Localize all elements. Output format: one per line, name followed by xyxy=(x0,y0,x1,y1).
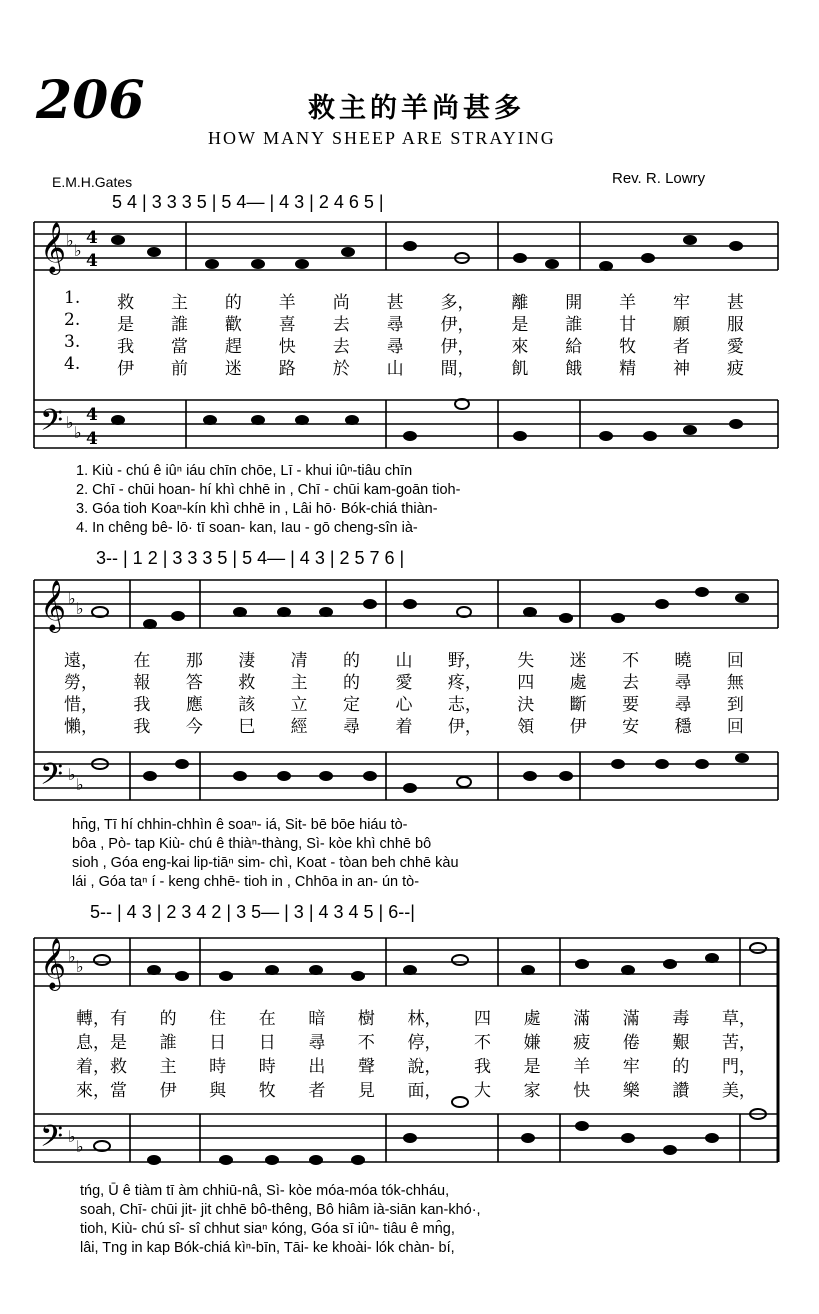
svg-text:♭: ♭ xyxy=(68,1127,76,1146)
lyric-syllable: 志， xyxy=(447,695,482,715)
lyric-syllable: 服 xyxy=(726,315,744,335)
lyric-syllable: 伊 xyxy=(569,717,587,737)
lyric-syllable: 尋 xyxy=(386,315,404,335)
lyric-syllable: 1. xyxy=(64,288,81,308)
lyric-syllable: 歡 xyxy=(224,315,242,335)
lyric-syllable: 美， xyxy=(721,1081,756,1101)
svg-text:4: 4 xyxy=(86,228,98,248)
lyric-rom-row: tńg, Ū ê tiàm tī àm chhiū-nâ, Sì- kòe móa-móa tók-chháu, xyxy=(80,1183,450,1199)
lyric-syllable: 神 xyxy=(673,359,691,379)
svg-text:𝄞: 𝄞 xyxy=(40,938,67,989)
lyric-syllable: 是 xyxy=(117,315,135,335)
lyric-syllable: 樹 xyxy=(357,1009,375,1029)
lyric-syllable: 着 xyxy=(395,717,413,737)
lyric-syllable: 救 xyxy=(117,293,135,313)
lyric-syllable: 去 xyxy=(622,673,640,693)
lyric-syllable: 時 xyxy=(258,1057,276,1077)
lyric-syllable: 安 xyxy=(622,717,640,737)
svg-text:♭: ♭ xyxy=(74,423,82,442)
lyric-syllable: 淒 xyxy=(238,651,256,671)
lyric-syllable: 我 xyxy=(117,337,135,357)
lyric-rom-row: 1. Kiù - chú ê iûⁿ iáu chīn chōe, Lī - khui iûⁿ-tiâu chīn xyxy=(76,463,413,479)
lyric-syllable: 讚 xyxy=(672,1081,690,1101)
lyric-syllable: 時 xyxy=(209,1057,227,1077)
lyric-syllable: 牧 xyxy=(619,337,637,357)
lyrics-romanized-block-3 xyxy=(80,1182,481,1258)
lyric-syllable: 來 xyxy=(511,337,529,357)
lyric-rom-row: 3. Góa tioh Koaⁿ-kín khì chhē in , Lâi hō· Bók-chiá thiàn- xyxy=(76,501,438,517)
svg-text:♭: ♭ xyxy=(76,775,84,794)
lyric-rom-row: hn̄g, Tī hí chhin-chhìn ê soaⁿ- iá, Sit- bē bōe hiáu tò- xyxy=(72,817,408,833)
lyric-syllable: 當 xyxy=(171,337,189,357)
svg-text:𝄞: 𝄞 xyxy=(40,580,67,631)
lyric-syllable: 是 xyxy=(523,1057,541,1077)
lyric-zh-row xyxy=(76,1052,756,1076)
svg-text:♭: ♭ xyxy=(74,241,82,260)
svg-text:♭: ♭ xyxy=(68,765,76,784)
lyric-syllable: 我 xyxy=(133,717,151,737)
lyric-syllable: 回 xyxy=(726,651,744,671)
lyric-syllable: 於 xyxy=(332,359,350,379)
lyric-syllable: 見 xyxy=(357,1081,375,1101)
lyric-syllable: 草， xyxy=(721,1009,756,1029)
lyric-syllable: 的 xyxy=(159,1009,177,1029)
lyric-syllable: 穩 xyxy=(674,717,692,737)
lyric-syllable: 家 xyxy=(523,1081,541,1101)
lyric-syllable: 離 xyxy=(511,293,529,313)
svg-text:4: 4 xyxy=(86,405,98,425)
lyric-syllable: 餓 xyxy=(565,359,583,379)
lyric-syllable: 滿 xyxy=(573,1009,591,1029)
lyric-syllable: 主 xyxy=(290,673,308,693)
lyric-zh-row xyxy=(64,332,744,357)
lyric-syllable: 到 xyxy=(726,695,744,715)
lyric-syllable: 門， xyxy=(721,1057,756,1077)
svg-text:𝄢: 𝄢 xyxy=(40,1120,64,1161)
lyric-syllable: 誰 xyxy=(171,315,189,335)
lyric-syllable: 毒 xyxy=(672,1009,690,1029)
title-chinese: 救主的羊尚甚多 xyxy=(308,93,525,124)
lyric-syllable: 苦， xyxy=(721,1033,756,1053)
svg-text:𝄢: 𝄢 xyxy=(40,758,64,799)
lyric-syllable: 領 xyxy=(517,717,535,737)
svg-text:♭: ♭ xyxy=(66,231,74,250)
jianpu-line-2: 3-- | 1 2 | 3 3 3 5 | 5 4— | 4 3 | 2 5 7 6 | xyxy=(96,548,405,568)
lyric-syllable: 的 xyxy=(343,651,361,671)
lyric-syllable: 路 xyxy=(278,359,296,379)
lyric-syllable: 我 xyxy=(133,695,151,715)
lyric-syllable: 斷 xyxy=(569,695,587,715)
lyric-syllable: 與 xyxy=(209,1081,227,1101)
lyric-syllable: 願 xyxy=(673,315,691,335)
lyric-syllable: 惜， xyxy=(64,695,98,715)
svg-text:♭: ♭ xyxy=(76,957,84,976)
lyric-syllable: 林， xyxy=(407,1009,442,1029)
lyric-syllable: 伊， xyxy=(440,315,475,335)
lyric-syllable: 尋 xyxy=(308,1033,326,1053)
lyrics-romanized-block-1 xyxy=(76,462,460,538)
lyric-zh-row xyxy=(64,690,744,715)
lyric-syllable: 山 xyxy=(395,651,413,671)
lyric-syllable: 應 xyxy=(185,695,203,715)
lyric-syllable: 日 xyxy=(209,1033,227,1053)
lyric-syllable: 回 xyxy=(726,717,744,737)
lyrics-romanized-block-2 xyxy=(72,816,459,892)
jianpu-line-3: 5-- | 4 3 | 2 3 4 2 | 3 5— | 3 | 4 3 4 5 | 6--| xyxy=(90,902,415,922)
lyric-syllable: 經 xyxy=(290,717,308,737)
lyric-syllable: 精 xyxy=(619,359,637,379)
lyric-syllable: 在 xyxy=(258,1009,276,1029)
lyric-syllable: 遠， xyxy=(64,651,98,671)
lyric-syllable: 去 xyxy=(332,337,350,357)
lyric-syllable: 今 xyxy=(185,717,203,737)
lyric-syllable: 多， xyxy=(440,293,475,313)
lyric-zh-row xyxy=(64,288,744,313)
svg-text:𝄢: 𝄢 xyxy=(40,404,64,445)
lyric-syllable: 迷 xyxy=(569,651,587,671)
svg-text:♭: ♭ xyxy=(66,413,74,432)
lyric-syllable: 愛 xyxy=(726,337,744,357)
lyric-syllable: 羊 xyxy=(619,293,637,313)
lyric-syllable: 樂 xyxy=(622,1081,640,1101)
lyrics-zh-block-1 xyxy=(64,288,744,379)
svg-text:4: 4 xyxy=(86,251,98,271)
lyric-syllable: 疲 xyxy=(726,359,744,379)
lyric-syllable: 趕 xyxy=(224,337,242,357)
lyric-syllable: 給 xyxy=(565,337,583,357)
hymn-number: 206 xyxy=(36,70,145,131)
lyric-rom-row: bôa , Pò- tap Kiù- chú ê thiàⁿ-thàng, Sì- kòe khì chhē bô xyxy=(72,836,432,852)
lyric-syllable: 野， xyxy=(447,651,482,671)
svg-text:♭: ♭ xyxy=(76,599,84,618)
lyric-syllable: 迷 xyxy=(224,359,242,379)
lyric-syllable: 不 xyxy=(622,651,640,671)
lyric-syllable: 日 xyxy=(258,1033,276,1053)
lyric-syllable: 的 xyxy=(343,673,361,693)
lyric-syllable: 曉 xyxy=(674,651,692,671)
svg-text:♭: ♭ xyxy=(76,1137,84,1156)
lyric-syllable: 報 xyxy=(133,673,151,693)
lyric-syllable: 尚 xyxy=(332,293,350,313)
lyric-zh-row xyxy=(64,646,744,671)
lyric-syllable: 間， xyxy=(440,359,475,379)
lyric-syllable: 甘 xyxy=(619,315,637,335)
lyric-syllable: 暗 xyxy=(308,1009,326,1029)
lyric-syllable: 牢 xyxy=(673,293,691,313)
lyric-syllable: 者 xyxy=(308,1081,326,1101)
lyric-zh-row xyxy=(76,1004,756,1028)
lyric-syllable: 的 xyxy=(224,293,242,313)
lyrics-zh-block-3 xyxy=(76,1004,756,1100)
lyric-syllable: 伊， xyxy=(440,337,475,357)
lyric-syllable: 艱 xyxy=(672,1033,690,1053)
composer-credit: Rev. R. Lowry xyxy=(612,170,706,187)
lyric-syllable: 的 xyxy=(672,1057,690,1077)
lyric-syllable: 飢 xyxy=(511,359,529,379)
lyric-syllable: 失 xyxy=(517,651,535,671)
lyric-syllable: 息，是 xyxy=(76,1033,127,1053)
lyric-rom-row: tioh, Kiù- chú sî- sî chhut siaⁿ kóng, Góa sī iûⁿ- tiâu ê mn̂g, xyxy=(80,1221,455,1237)
title-english: HOW MANY SHEEP ARE STRAYING xyxy=(208,128,556,148)
lyric-syllable: 2. xyxy=(64,310,81,330)
lyrics-zh-block-2 xyxy=(64,646,744,737)
lyric-syllable: 心 xyxy=(395,695,413,715)
lyric-syllable: 羊 xyxy=(573,1057,591,1077)
lyric-syllable: 四 xyxy=(517,673,535,693)
lyric-syllable: 不 xyxy=(474,1033,492,1053)
lyric-syllable: 疲 xyxy=(573,1033,591,1053)
lyric-zh-row xyxy=(64,712,744,737)
lyric-syllable: 出 xyxy=(308,1057,326,1077)
jianpu-line-1: 5 4 | 3 3 3 5 | 5 4— | 4 3 | 2 4 6 5 | xyxy=(112,192,384,212)
lyric-syllable: 尋 xyxy=(674,695,692,715)
svg-text:𝄞: 𝄞 xyxy=(40,222,67,273)
lyric-syllable: 甚 xyxy=(386,293,404,313)
lyric-syllable: 說， xyxy=(407,1057,442,1077)
lyric-syllable: 巳 xyxy=(238,717,256,737)
lyric-syllable: 倦 xyxy=(622,1033,640,1053)
lyric-syllable: 要 xyxy=(622,695,640,715)
lyric-syllable: 喜 xyxy=(278,315,296,335)
lyric-syllable: 3. xyxy=(64,332,81,352)
lyric-zh-row xyxy=(76,1028,756,1052)
lyric-syllable: 主 xyxy=(159,1057,177,1077)
lyric-syllable: 勞， xyxy=(64,673,98,693)
lyric-zh-row xyxy=(64,668,744,693)
svg-text:♭: ♭ xyxy=(68,947,76,966)
lyric-syllable: 定 xyxy=(343,695,361,715)
lyric-syllable: 伊 xyxy=(117,359,135,379)
lyric-syllable: 懶， xyxy=(64,717,98,737)
lyric-syllable: 快 xyxy=(573,1081,591,1101)
lyric-syllable: 凊 xyxy=(290,651,308,671)
lyric-syllable: 開 xyxy=(565,293,583,313)
lyric-zh-row xyxy=(64,310,744,335)
lyric-syllable: 聲 xyxy=(357,1057,375,1077)
lyric-syllable: 轉，有 xyxy=(76,1009,127,1029)
lyric-syllable: 救 xyxy=(238,673,256,693)
lyric-syllable: 着，救 xyxy=(76,1057,127,1077)
lyric-syllable: 那 xyxy=(185,651,203,671)
lyric-syllable: 尋 xyxy=(343,717,361,737)
lyric-syllable: 牢 xyxy=(622,1057,640,1077)
lyric-syllable: 決 xyxy=(517,695,535,715)
lyric-syllable: 處 xyxy=(569,673,587,693)
lyric-syllable: 伊， xyxy=(447,717,482,737)
lyric-syllable: 者 xyxy=(673,337,691,357)
lyric-syllable: 不 xyxy=(357,1033,375,1053)
lyric-rom-row: 4. In chêng bê- lō· tī soan- kan, Iau - gō cheng-sîn ià- xyxy=(76,520,418,536)
lyric-rom-row: sioh , Góa eng-kai lip-tiāⁿ sim- chì, Koat - tòan beh chhē kàu xyxy=(72,855,459,871)
svg-text:♭: ♭ xyxy=(68,589,76,608)
lyric-syllable: 牧 xyxy=(258,1081,276,1101)
lyric-rom-row: lái , Góa taⁿ í - keng chhē- tioh in , Chhōa in an- ún tò- xyxy=(72,874,420,890)
lyric-syllable: 住 xyxy=(209,1009,227,1029)
lyric-syllable: 我 xyxy=(474,1057,492,1077)
lyric-syllable: 大 xyxy=(474,1081,492,1101)
svg-text:4: 4 xyxy=(86,429,98,449)
lyric-syllable: 疼， xyxy=(447,673,482,693)
lyric-syllable: 處 xyxy=(523,1009,541,1029)
lyric-syllable: 去 xyxy=(332,315,350,335)
lyric-syllable: 無 xyxy=(726,673,744,693)
lyric-rom-row: 2. Chī - chūi hoan- hí khì chhē in , Chī - chūi kam-goān tioh- xyxy=(76,482,461,498)
lyric-syllable: 尋 xyxy=(674,673,692,693)
lyric-syllable: 愛 xyxy=(395,673,413,693)
lyric-syllable: 伊 xyxy=(159,1081,177,1101)
lyric-syllable: 在 xyxy=(133,651,151,671)
lyric-syllable: 面， xyxy=(407,1081,442,1101)
lyricist-credit: E.M.H.Gates xyxy=(52,174,133,190)
lyric-zh-row xyxy=(76,1076,756,1100)
lyric-syllable: 滿 xyxy=(622,1009,640,1029)
lyric-syllable: 誰 xyxy=(159,1033,177,1053)
lyric-syllable: 該 xyxy=(238,695,256,715)
lyric-syllable: 答 xyxy=(185,673,203,693)
lyric-syllable: 4. xyxy=(64,354,81,374)
lyric-syllable: 甚 xyxy=(726,293,744,313)
lyric-syllable: 主 xyxy=(171,293,189,313)
lyric-zh-row xyxy=(64,354,744,379)
lyric-syllable: 快 xyxy=(278,337,296,357)
lyric-syllable: 四 xyxy=(474,1009,492,1029)
lyric-syllable: 立 xyxy=(290,695,308,715)
lyric-syllable: 是 xyxy=(511,315,529,335)
lyric-rom-row: lâi, Tng in kap Bók-chiá kìⁿ-bīn, Tāi- ke khoài- lók chàn- bí, xyxy=(80,1240,455,1256)
lyric-syllable: 嫌 xyxy=(523,1033,541,1053)
lyric-syllable: 羊 xyxy=(278,293,296,313)
lyric-syllable: 來，當 xyxy=(76,1081,127,1101)
lyric-syllable: 停， xyxy=(407,1033,442,1053)
lyric-syllable: 山 xyxy=(386,359,404,379)
lyric-syllable: 尋 xyxy=(386,337,404,357)
lyric-syllable: 誰 xyxy=(565,315,583,335)
lyric-rom-row: soah, Chī- chūi jit- jit chhē bô-thêng, Bô hiâm ià-siān kan-khó·, xyxy=(80,1202,481,1218)
lyric-syllable: 前 xyxy=(171,359,189,379)
